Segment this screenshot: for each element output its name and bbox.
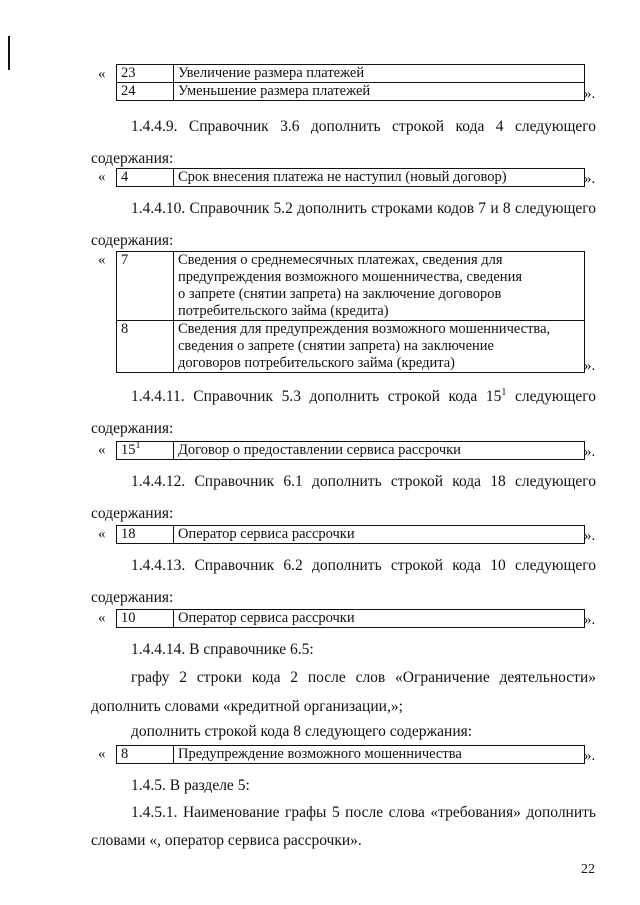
code-cell: 10 [117,610,174,628]
table-block-4 [91,441,599,461]
table-row [117,321,585,373]
table-row [117,610,585,628]
code-cell: 24 [117,83,174,101]
paragraph-text: 1.4.4.11. Справочник 5.3 дополнить строкой кода 15 [131,388,502,405]
text-cell: Предупреждение возможного мошенничества [174,746,585,764]
code-table-2 [116,168,585,187]
code-cell: 18 [117,526,174,544]
table-block-1 [91,64,599,104]
code-cell: 7 [117,252,174,321]
paragraph-text: следующего [506,388,596,405]
code-table-7 [116,745,585,764]
text-line: сведения о запрете (снятии запрета) на заключение [178,338,494,354]
page-number: 22 [581,862,595,877]
paragraph-graf-cont: дополнить словами «кредитной организации,»; [91,698,403,715]
open-quote: « [98,746,106,762]
table-row [117,169,585,187]
table-row [117,442,585,460]
paragraph-1-4-4-11 [91,381,596,413]
table-row [117,746,585,764]
open-quote: « [98,66,106,82]
text-cell: Увеличение размера платежей [174,65,585,83]
close-quote: ». [584,171,596,187]
text-cell [174,321,585,373]
text-line: договоров потребительского займа (кредита) [178,355,456,371]
superscript: 1 [135,440,141,452]
text-cell: Срок внесения платежа не наступил (новый договор) [174,169,585,187]
close-quote: ». [584,444,596,460]
table-row [117,83,585,101]
code-text: 15 [121,442,136,458]
paragraph-add-code-8: дополнить строкой кода 8 следующего содержания: [131,723,473,740]
text-cell: Оператор сервиса рассрочки [174,526,585,544]
table-row [117,65,585,83]
code-cell [117,442,174,460]
text-cell: Договор о предоставлении сервиса рассрочки [174,442,585,460]
open-quote: « [98,442,106,458]
text-cell [174,252,585,321]
open-quote: « [98,252,106,268]
open-quote: « [98,169,106,185]
paragraph-1-4-4-13: 1.4.4.13. Справочник 6.2 дополнить строкой кода 10 следующего [131,557,596,574]
paragraph-1-4-4-11-cont: содержания: [91,420,174,437]
code-table-4 [116,441,585,460]
table-block-6 [91,609,599,629]
table-block-2 [91,168,599,188]
text-line: предупреждения возможного мошенничества, сведения [178,269,522,285]
close-quote: ». [584,612,596,628]
open-quote: « [98,610,106,626]
table-block-3 [91,251,599,375]
paragraph-1-4-4-12-cont: содержания: [91,505,174,522]
table-block-5 [91,525,599,545]
paragraph-1-4-5-1-cont: словами «, оператор сервиса рассрочки». [91,832,362,849]
paragraph-1-4-4-10: 1.4.4.10. Справочник 5.2 дополнить строками кодов 7 и 8 следующего [131,200,596,217]
close-quote: ». [584,86,596,102]
paragraph-1-4-4-14: 1.4.4.14. В справочнике 6.5: [131,641,314,658]
code-cell: 8 [117,321,174,373]
code-cell: 23 [117,65,174,83]
open-quote: « [98,526,106,542]
text-line: Сведения для предупреждения возможного мошенничества, [178,321,551,337]
code-table-1 [116,64,585,101]
paragraph-1-4-5-1: 1.4.5.1. Наименование графы 5 после слова «требования» дополнить [131,804,596,821]
code-table-5 [116,525,585,544]
text-cell: Оператор сервиса рассрочки [174,610,585,628]
close-quote: ». [584,748,596,764]
code-table-3 [116,251,585,373]
paragraph-1-4-4-9-cont: содержания: [91,150,174,167]
close-quote: ». [584,358,596,374]
table-block-7 [91,745,599,765]
paragraph-1-4-5: 1.4.5. В разделе 5: [131,777,250,794]
code-cell: 8 [117,746,174,764]
paragraph-1-4-4-12: 1.4.4.12. Справочник 6.1 дополнить строкой кода 18 следующего [131,473,596,490]
text-line: о запрете (снятии запрета) на заключение договоров [178,286,502,302]
code-cell: 4 [117,169,174,187]
code-table-6 [116,609,585,628]
table-row [117,252,585,321]
paragraph-1-4-4-9: 1.4.4.9. Справочник 3.6 дополнить строкой кода 4 следующего [131,118,596,135]
paragraph-1-4-4-10-cont: содержания: [91,232,174,249]
text-cell: Уменьшение размера платежей [174,83,585,101]
close-quote: ». [584,528,596,544]
table-row [117,526,585,544]
text-line: потребительского займа (кредита) [178,303,389,319]
superscript: 1 [501,386,507,398]
paragraph-1-4-4-13-cont: содержания: [91,589,174,606]
margin-change-bar [8,36,10,70]
paragraph-graf: графу 2 строки кода 2 после слов «Ограничение деятельности» [131,669,596,686]
text-line: Сведения о среднемесячных платежах, сведения для [178,252,503,268]
